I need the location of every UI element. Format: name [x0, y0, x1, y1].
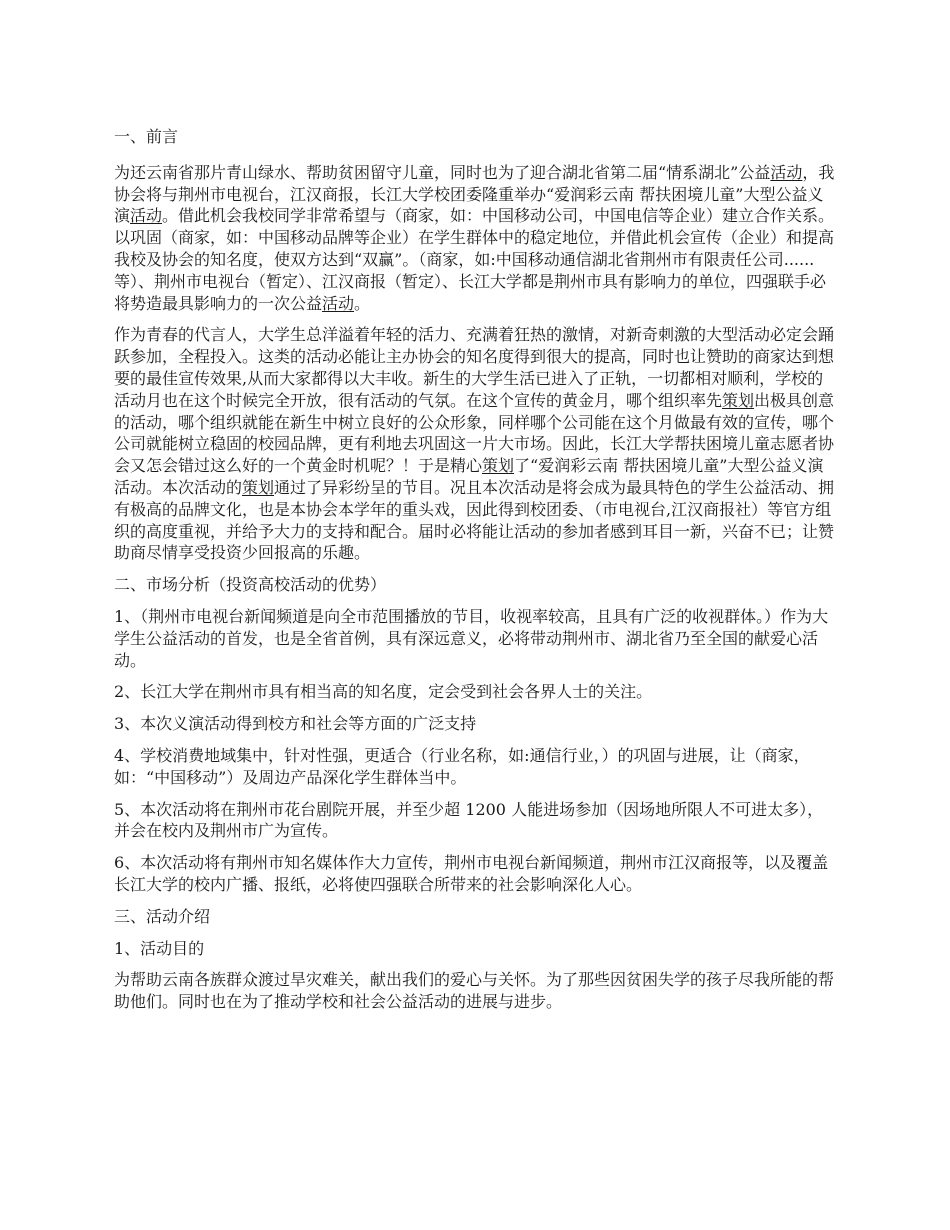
underlined-term[interactable]: 活动: [130, 206, 163, 226]
underlined-term[interactable]: 策划: [242, 477, 275, 497]
market-item-3: 3、本次义演活动得到校方和社会等方面的广泛支持: [114, 714, 477, 734]
text-run: 出极具创意的活动，哪个组织就能在新生中树立良好的公众形象，同样哪个公司能在这个月做最有效的宣传，哪个公司就能树立稳固的校园品牌，更有利地去巩固这一片大市场。因此，长江大学帮扶困境儿童志愿者协会又怎会错过这么好的一个黄金时机呢？！于是精心: [114, 390, 835, 476]
text-run: ，我协会将与荆州市电视台，江汉商报，长江大学校团委隆重举办“爱润彩云南 帮扶困境儿童”大型公益义演: [114, 162, 835, 226]
section-heading-activity: 三、活动介绍: [114, 906, 211, 926]
market-item-2: 2、长江大学在荆州市具有相当高的知名度，定会受到社会各界人士的关注。: [114, 682, 653, 702]
text-run: 通过了异彩纷呈的节目。况且本次活动是将会成为最具特色的学生公益活动、拥有极高的品牌文化，也是本协会本学年的重头戏，因此得到校团委、（市电视台,江汉商报社）等官方组织的高度重视，并给予大力的支持和配合。届时必将能让活动的参加者感到耳目一新，兴奋不已；让赞助商尽情享受投资少回报高的乐趣。: [114, 477, 835, 563]
underlined-term[interactable]: 策划: [722, 390, 755, 410]
activity-goal-paragraph: 为帮助云南各族群众渡过旱灾难关，献出我们的爱心与关怀。为了那些因贫困失学的孩子尽我所能的帮助他们。同时也在为了推动学校和社会公益活动的进展与进步。: [114, 970, 835, 1012]
text-run: 。借此机会我校同学非常希望与（商家，如：中国移动公司，中国电信等企业）建立合作关系。以巩固（商家，如：中国移动品牌等企业）在学生群体中的稳定地位，并借此机会宣传（企业）和提高我校及协会的知名度，使双方达到“双赢”。（商家，如:中国移动通信湖北省荆州市有限责任公司......等）、荆州市电视台（暂定）、江汉商报（暂定）、长江大学都是荆州市具有影响力的单位，四强联手必将势造最具影响力的一次公益: [114, 206, 835, 313]
market-item-1: 1、（荆州市电视台新闻频道是向全市范围播放的节目，收视率较高，且具有广泛的收视群体。）作为大学生公益活动的首发，也是全省首例，具有深远意义，必将带动荆州市、湖北省乃至全国的献爱心活动。: [114, 606, 829, 670]
market-item-6: 6、本次活动将有荆州市知名媒体作大力宣传，荆州市电视台新闻频道，荆州市江汉商报等，以及覆盖长江大学的校内广播、报纸，必将使四强联合所带来的社会影响深化人心。: [114, 853, 829, 894]
subheading-activity-goal: 1、活动目的: [114, 938, 205, 958]
market-item-5: 5、本次活动将在荆州市花台剧院开展，并至少超 1200 人能进场参加（因场地所限人不可进太多），并会在校内及荆州市广为宣传。: [114, 799, 824, 841]
section-heading-market: 二、市场分析（投资高校活动的优势）: [114, 575, 387, 595]
underlined-term[interactable]: 活动: [322, 293, 355, 313]
underlined-term[interactable]: 活动: [770, 162, 803, 182]
preface-paragraph-2: [114, 324, 838, 564]
text-run: 。: [354, 293, 371, 313]
text-run: 作为青春的代言人，大学生总洋溢着年轻的活力、充满着狂热的激情，对新奇刺激的大型活动必定会踊跃参加，全程投入。这类的活动必能让主办协会的知名度得到很大的提高，同时也让赞助的商家达到想要的最佳宣传效果,从而大家都得以大丰收。新生的大学生活已进入了正轨，一切都相对顺利，学校的活动月也在这个时候完全开放，很有活动的气氛。在这个宣传的黄金月，哪个组织率先: [114, 325, 835, 410]
preface-paragraph-1: [114, 162, 838, 315]
text-run: 为还云南省那片青山绿水、帮助贫困留守儿童，同时也为了迎合湖北省第二届“情系湖北”公益: [114, 162, 771, 182]
underlined-term[interactable]: 策划: [482, 456, 515, 476]
market-item-4: 4、学校消费地域集中，针对性强，更适合（行业名称，如:通信行业，）的巩固与进展，让（商家，如：“中国移动”）及周边产品深化学生群体当中。: [114, 745, 810, 787]
text-run: 了“爱润彩云南 帮扶困境儿童”大型公益义演活动。本次活动的: [114, 456, 824, 497]
section-heading-preface: 一、前言: [114, 127, 179, 146]
